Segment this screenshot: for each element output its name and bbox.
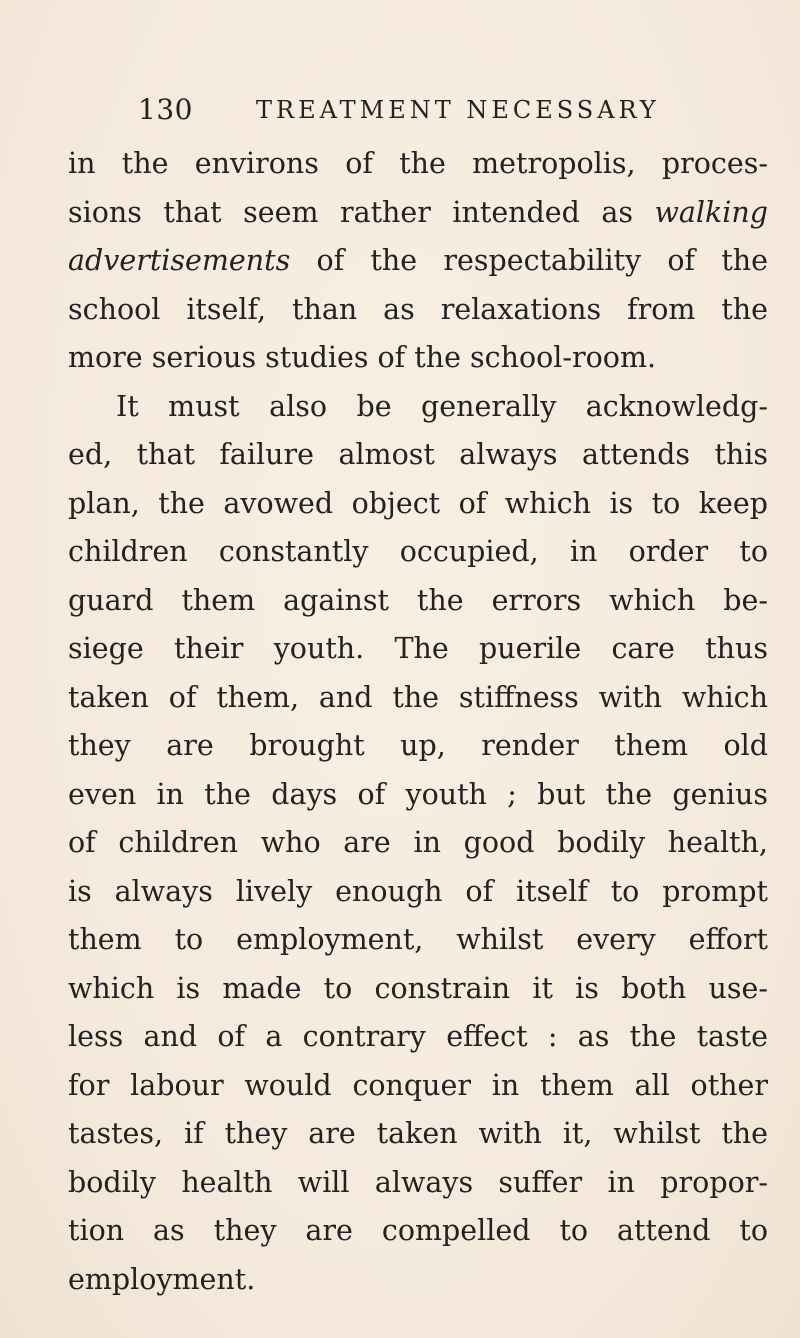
- page-header: [138, 90, 738, 130]
- text-segment: tion as they are compelled to attend to: [68, 1214, 768, 1247]
- text-line: [68, 1062, 768, 1111]
- text-segment: they are brought up, render them old: [68, 729, 768, 762]
- text-segment: of children who are in good bodily health,: [68, 826, 768, 859]
- text-segment: in the environs of the metropolis, proces-: [68, 147, 768, 180]
- text-segment: even in the days of youth ; but the genius: [68, 777, 768, 811]
- text-segment: ed, that failure almost always attends this: [68, 438, 768, 471]
- text-line: [68, 819, 768, 868]
- text-line: [68, 965, 768, 1014]
- text-line: [68, 771, 768, 820]
- text-segment: of the respectability of the: [290, 244, 768, 277]
- text-line: [68, 431, 768, 480]
- text-segment: bodily health will always suffer in propor-: [68, 1165, 768, 1199]
- text-line: [68, 286, 768, 335]
- text-line: [68, 237, 768, 286]
- text-line: [68, 1013, 768, 1062]
- text-line: [68, 140, 768, 189]
- text-line: [68, 383, 768, 432]
- text-segment: guard them against the errors which be-: [68, 583, 768, 617]
- text-line: [68, 1207, 768, 1256]
- text-line: [68, 1110, 768, 1159]
- text-line: [68, 480, 768, 529]
- italic-text: advertisements: [68, 244, 291, 277]
- text-line: [68, 674, 768, 723]
- text-segment: tastes, if they are taken with it, whilst the: [68, 1117, 768, 1150]
- text-segment: siege their youth. The puerile care thus: [68, 632, 768, 665]
- text-segment: for labour would conquer in them all other: [68, 1068, 768, 1102]
- text-segment: taken of them, and the stiffness with which: [68, 680, 768, 714]
- text-line: [68, 1159, 768, 1208]
- text-segment: plan, the avowed object of which is to keep: [68, 486, 768, 520]
- text-segment: school itself, than as relaxations from the: [68, 292, 768, 326]
- text-line: [68, 528, 768, 577]
- text-segment: is always lively enough of itself to prompt: [68, 874, 768, 908]
- text-line: [68, 189, 768, 238]
- body-text: [68, 140, 768, 1304]
- text-segment: which is made to constrain it is both use-: [68, 971, 768, 1005]
- text-segment: sions that seem rather intended as: [68, 195, 655, 229]
- running-title: TREATMENT NECESSARY: [256, 96, 660, 124]
- text-line: [68, 577, 768, 626]
- text-line: [68, 334, 768, 383]
- text-segment: children constantly occupied, in order to: [68, 535, 768, 568]
- page-number: 130: [138, 93, 193, 126]
- text-line: [68, 1256, 768, 1305]
- text-segment: more serious studies of the school-room.: [68, 341, 657, 374]
- text-line: [68, 868, 768, 917]
- text-segment: less and of a contrary effect : as the taste: [68, 1020, 768, 1053]
- text-line: [68, 722, 768, 771]
- text-segment: them to employment, whilst every effort: [68, 923, 768, 956]
- text-line: [68, 625, 768, 674]
- text-segment: employment.: [68, 1262, 256, 1296]
- italic-text: walking: [654, 195, 768, 229]
- text-line: [68, 916, 768, 965]
- text-segment: It must also be generally acknowledg-: [116, 389, 768, 423]
